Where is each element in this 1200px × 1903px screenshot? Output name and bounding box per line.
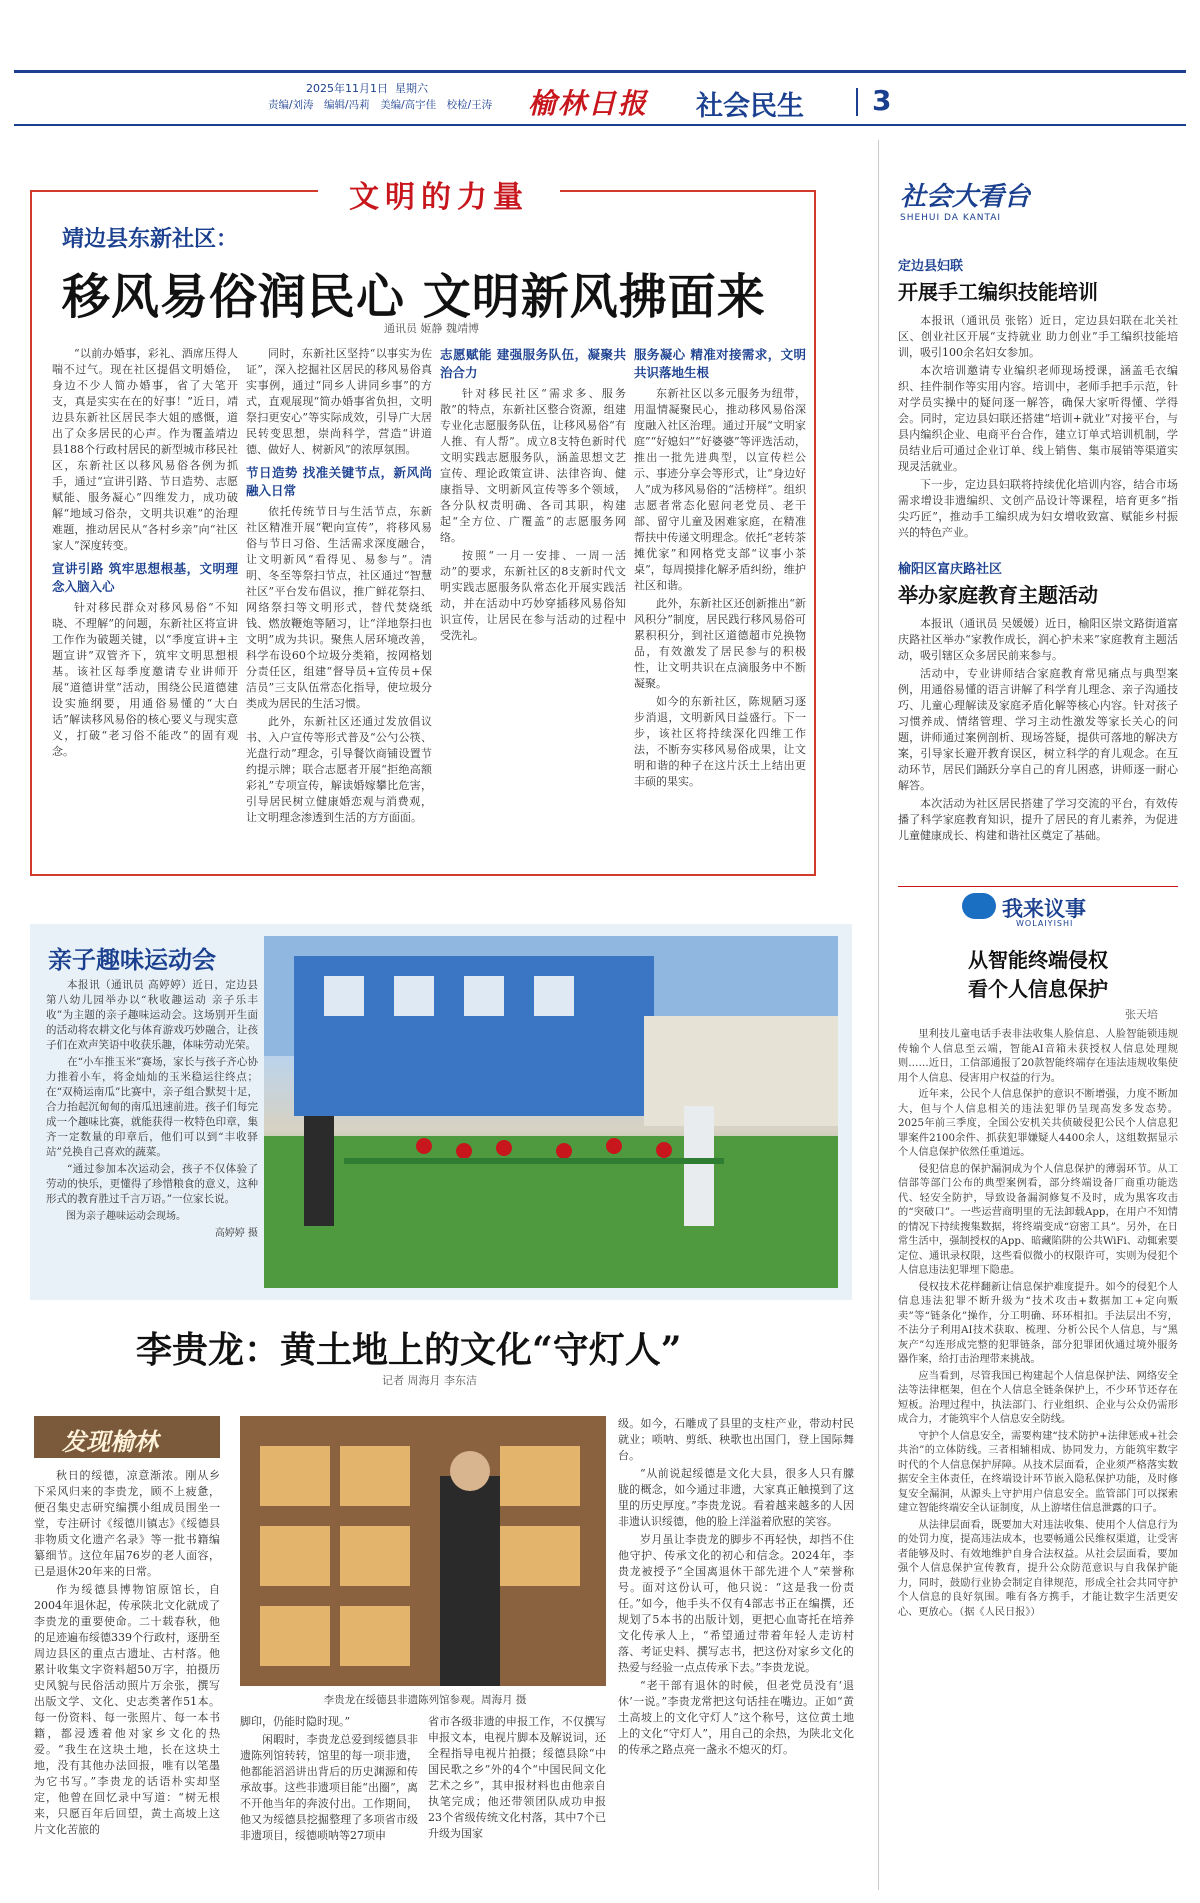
feature-banner	[318, 172, 560, 215]
feature-kicker: 靖边县东新社区：	[62, 226, 239, 252]
paragraph: 东新社区以多元服务为纽带，用温情凝聚民心，推动移风易俗深度融入社区治理。通过开展“文明家庭”“好媳妇”“好婆婆”等评选活动，推出一批先进典型，以宣传栏公示、事迹分享会等形式，让“身边好人”成为移风易俗的“活榜样”。组织志愿者常态化慰问老党员、老干部、留守儿童及困难家庭，在精准帮扶中传递文明理念。依托“老转茶摊优家”和网格党支部“议事小茶桌”，每周摸排化解矛盾纠纷，维护社区和谐。	[634, 387, 806, 592]
profile-column-4	[618, 1416, 854, 1760]
paragraph: 近年来，公民个人信息保护的意识不断增强，力度不断加大，但与个人信息相关的违法犯罪仍呈现高发多发态势。2025年前三季度，全国公安机关共侦破侵犯公民个人信息犯罪案件2100余件、抓获犯罪嫌疑人4400余人，这组数据显示个人信息保护依然任重道远。	[898, 1089, 1178, 1158]
sports-photo	[264, 936, 838, 1288]
paragraph: “从前说起绥德是文化大县，很多人只有朦胧的概念，如今通过非遗，大家真正触摸到了这里的历史厚度。”李贵龙说。看着越来越多的人因非遗认识绥德，他的脸上洋溢着欣慰的笑容。	[618, 1467, 854, 1528]
paragraph: 此外，东新社区还创新推出“新风积分”制度，居民践行移风易俗可累积积分，到社区道德超市兑换物品，有效激发了居民参与的积极性，让文明共识在点滴服务中不断凝聚。	[634, 597, 806, 690]
opinion-column-logo	[898, 886, 1178, 932]
feature-headline: 移风易俗润民心 文明新风拂面来	[62, 269, 766, 325]
paragraph: 同时，东新社区坚持“以事实为佐证”，深入挖掘社区居民的移风易俗真实事例，通过“同乡人讲同乡事”的方式，直观展现“简办婚事省负担，文明祭扫更安心”等实际成效，引导广大居民转变思想，崇尚科学，营造“讲道德、做好人、树新风”的浓厚氛围。	[246, 347, 432, 456]
paragraph: 如今的东新社区，陈规陋习逐步消退，文明新风日益盛行。下一步，该社区将持续深化四维工作法，不断夯实移风易俗成果，让文明和谐的种子在这片沃土上结出更丰硕的果实。	[634, 695, 806, 788]
paragraph: 侵权技术花样翻新让信息保护难度提升。如今的侵犯个人信息违法犯罪不断升级为“技术攻击+数据加工+定向贩卖”等“链条化”操作，分工明确、环环相扣。手法层出不穷，不法分子利用AI技术获取、梳理、分析公民个人信息，与“黑灰产”勾连形成完整的犯罪链条，部分犯罪团伙通过境外服务器作案，给打击治理带来挑战。	[898, 1281, 1178, 1365]
profile-byline: 记者 周海月 李东洁	[382, 1374, 477, 1387]
story-title: 开展手工编织技能培训	[898, 280, 1098, 304]
sports-title: 亲子趣味运动会	[48, 946, 216, 974]
header-editors: 责编/刘涛 编辑/冯莉 美编/高宇佳 校检/王涛	[268, 99, 493, 111]
paragraph: 闲暇时，李贵龙总爱到绥德县非遗陈列馆转转，馆里的每一项非遗，他都能滔滔讲出背后的历史渊源和传承故事。这些非遗项目能“出圈”，离不开他当年的奔波付出。工作期间，他又为绥德县挖掘整理了多项省市级非遗项目，绥德唢呐等27项申	[240, 1733, 418, 1842]
sidebar-divider	[878, 140, 879, 1890]
profile-photo-image	[240, 1416, 606, 1686]
paragraph: 岁月虽让李贵龙的脚步不再轻快，却挡不住他守护、传承文化的初心和信念。2024年，李贵龙被授予“全国离退休干部先进个人”荣誉称号。面对这份认可，他只说：“这是我一份责任。”如今，他手头不仅有4部志书正在编撰，还规划了5本书的出版计划，更把心血寄托在培养文化传承人上，“希望通过带着年轻人走访村落、考证史料、撰写志书，把这份对家乡文化的热爱与经验一点点传承下去。”李贵龙说。	[618, 1533, 854, 1674]
subhead: 服务凝心 精准对接需求，文明共识落地生根	[634, 347, 806, 380]
paragraph: 级。如今，石雕成了县里的支柱产业，带动村民就业；唢呐、剪纸、秧歌也出国门，登上国际舞台。	[618, 1417, 854, 1462]
paragraph: 按照“一月一安排、一周一活动”的要求，东新社区的8支新时代文明实践志愿服务队常态化开展实践活动，并在活动中巧妙穿插移风易俗知识宣传，让居民在参与活动的过程中受洗礼。	[440, 549, 626, 642]
paragraph: 依托传统节日与生活节点，东新社区精准开展“靶向宣传”，将移风易俗与节日习俗、生活需求深度融合，让文明新风“看得见、易参与”。清明、冬至等祭扫节点，社区通过“智慧社区”平台发布倡议，推广鲜花祭扫、网络祭扫等文明形式，替代焚烧纸钱、燃放鞭炮等陋习，让“洋地祭扫也文明”成为共识。聚焦人居环境改善，科学布设60个垃圾分类箱，按网格划分责任区，组建“督导员+宣传员+保洁员”三支队伍常态化指导，使垃圾分类成为居民的生活习惯。	[246, 505, 432, 710]
chat-bubble-icon	[962, 893, 996, 919]
paragraph: 脚印，仍能时隐时现。”	[240, 1715, 351, 1728]
sidebar-column-logo	[900, 176, 1100, 223]
column-subtitle: SHEHUI DA KANTAI	[900, 213, 1002, 223]
section-title: 社会民生	[696, 91, 804, 122]
profile-photo-caption: 李贵龙在绥德县非遗陈列馆参观。周海月 摄	[323, 1694, 527, 1706]
opinion-title-2: 看个人信息保护	[968, 977, 1108, 1001]
paragraph: 作为绥德县博物馆原馆长，自2004年退休起，传承陕北文化就成了李贵龙的重要使命。二十载春秋，他的足迹遍布绥德339个行政村，逐册至周边县区的重点古遗址、古村落。他累计收集文字资料超50万字，拍摄历史风貌与民俗活动照片万余张，撰写出版文学、文化、史志类著作51本。每一份资料、每一张照片、每一本书籍，都浸透着他对家乡文化的热爱。“我生在这块土地，长在这块土地，没有其他办法回报，唯有以笔墨为它书写。”李贵龙的话语朴实却坚定，他曾在回忆录中写道：“树无根来，只愿百年后回望，黄土高坡上这片文化苦旅的	[34, 1583, 220, 1836]
paragraph: 针对移民社区“需求多、服务散”的特点，东新社区整合资源，组建专业化志愿服务队伍，让移风易俗“有人推、有人帮”。成立8支特色新时代文明实践志愿服务队，涵盖思想文艺宣传、理论政策宣讲、法律咨询、健康指导、文明新风宣传等多个领域，各分队权责明确、各司其职，构建起“全方位、广覆盖”的志愿服务网络。	[440, 387, 626, 544]
profile-column-1	[34, 1468, 220, 1840]
profile-headline: 李贵龙：黄土地上的文化“守灯人”	[136, 1329, 682, 1371]
photographer: 高婷婷 摄	[214, 1228, 258, 1239]
column2-subtitle: WOLAIYISHI	[1016, 919, 1074, 928]
subhead: 志愿赋能 建强服务队伍，凝聚共治合力	[440, 347, 626, 380]
paragraph: 在“小车推玉米”赛场，家长与孩子齐心协力推着小车，将金灿灿的玉米稳运往终点；在“双椅运南瓜”比赛中，亲子组合默契十足，合力抬起沉甸甸的南瓜迅速前进。孩子们每完成一个趣味比赛，就能获得一枚特色印章，集齐一定数量的印章后，他们可以到“丰收驿站”兑换自己喜欢的蔬菜。	[46, 1056, 258, 1158]
paper-logo: 榆林日报	[528, 87, 649, 120]
subhead: 宣讲引路 筑牢思想根基，文明理念入脑入心	[52, 561, 238, 594]
paragraph: 省市各级非遗的申报工作，不仅撰写申报文本，电视片脚本及解说词，还全程指导电视片拍摄；绥德县除“中国民歌之乡”外的4个“中国民间文化艺术之乡”，其申报材料也由他亲自执笔完成；他还带领团队成功申报23个省级传统文化村落，其中7个已升级为国家	[428, 1715, 606, 1840]
paragraph: 活动中，专业讲师结合家庭教育常见痛点与典型案例，用通俗易懂的语言讲解了科学育儿理念、亲子沟通技巧、儿童心理解读及家庭矛盾化解等核心内容。针对孩子习惯养成、情绪管理、学习主动性激发等家长关心的问题，讲师通过案例剖析、现场答疑，提供可落地的解决方案，引导家长避开教育误区，树立科学的育儿观念。在互动环节，居民们踊跃分享自己的育儿困惑，讲师逐一耐心解答。	[898, 667, 1178, 792]
sidebar-story-2	[898, 558, 1178, 846]
column-title: 社会大看台	[900, 182, 1031, 212]
paragraph: 本报讯（通讯员 张铭）近日，定边县妇联在北关社区、创业社区开展“支持就业 助力创业”手工编织技能培训，吸引100余名妇女参加。	[898, 314, 1178, 359]
paragraph: 从法律层面看，既要加大对违法收集、使用个人信息行为的处罚力度，提高违法成本，也要畅通公民维权渠道，让受害者能够及时、有效地维护自身合法权益。从社会层面看，要加强个人信息保护宣传教育，提升公众防范意识与自我保护能力，同时，鼓励行业协会制定自律规范，形成全社会共同守护个人信息的良好氛围。唯有各方携手，才能让数字生活更安心、更放心。（据《人民日报》）	[898, 1519, 1178, 1618]
photo-caption: 图为亲子趣味运动会现场。	[66, 1211, 186, 1222]
paragraph: “以前办婚事，彩礼、酒席压得人喘不过气。现在社区提倡文明婚俭，身边不少人简办婚事，省了大笔开支，真是实实在在的好事！”近日，靖边县东新社区居民李大姐的感慨，道出了众多居民的心声。作为覆盖靖边县188个行政村居民的新型城市移民社区，东新社区以移风易俗各例为抓手，通过“宣讲引路、节日造势、志愿赋能、服务凝心”四维发力，成功破解“地域习俗杂，文明共识难”的治理难题，推动居民从“各村乡亲”向“社区家人”深度转变。	[52, 347, 238, 552]
feature-column-1	[52, 346, 238, 762]
header-date: 2025年11月1日 星期六	[306, 82, 428, 95]
column-label-box	[34, 1416, 220, 1458]
story-kicker: 定边县妇联	[898, 259, 964, 274]
paragraph: 本次培训邀请专业编织老师现场授课，涵盖毛衣编织、挂件制作等实用内容。培训中，老师手把手示范，针对学员实操中的疑问逐一解答，确保大家听得懂、学得会。同时，定边县妇联还搭建“培训+就业”对接平台，与县内编织企业、电商平台合作，建立订单式培训机制，学员结业后可通过企业订单、线上销售、集市展销等渠道实现灵活就业。	[898, 364, 1178, 473]
paragraph: 下一步，定边县妇联将持续优化培训内容，结合市场需求增设非遗编织、文创产品设计等课程，培育更多“指尖巧匠”，推动手工编织成为妇女增收致富、赋能乡村振兴的特色产业。	[898, 478, 1178, 539]
header-top-rule	[14, 70, 1186, 73]
paragraph: “老干部有退休的时候，但老党员没有‘退休’一说。”李贵龙常把这句话挂在嘴边。正如“黄土高坡上的文化守灯人”这个称号，这位黄土地上的文化“守灯人”，用自己的余热，为陕北文化的传承之路点亮一盏永不熄灭的灯。	[618, 1679, 854, 1756]
header-bottom-rule	[14, 124, 1186, 126]
opinion-author: 张天培	[1125, 1008, 1158, 1021]
story-title: 举办家庭教育主题活动	[898, 583, 1098, 607]
subhead: 节日造势 找准关键节点，新风尚融入日常	[246, 465, 432, 498]
profile-column-3	[428, 1714, 606, 1844]
sidebar-story-1	[898, 255, 1178, 543]
profile-column-2	[240, 1714, 418, 1846]
paragraph: 应当看到，尽管我国已构建起个人信息保护法、网络安全法等法律框架，但在个人信息全链条保护上，不少环节还存在短板。治理过程中，执法部门、行业组织、企业与公众仍需形成合力，才能筑牢个人信息安全防线。	[898, 1370, 1178, 1425]
paragraph: “通过参加本次运动会，孩子不仅体验了劳动的快乐，更懂得了珍惜粮食的意义，这种形式的教育胜过千言万语。”一位家长说。	[46, 1163, 258, 1205]
feature-byline: 通讯员 姬静 魏靖博	[384, 322, 479, 335]
sports-photo-image	[264, 936, 838, 1288]
paragraph: 里利技儿童电话手表非法收集人脸信息、人脸智能锁违规传输个人信息至云端，智能AI音箱未获授权人信息处理规则……近日，工信部通报了20款智能终端存在违法违规收集使用个人信息、侵害用户权益的行为。	[898, 1029, 1178, 1084]
header-divider	[856, 88, 858, 116]
paragraph: 秋日的绥德，凉意渐浓。刚从乡下采风归来的李贵龙，顾不上疲惫，便召集史志研究编撰小组成员围坐一堂，专注研讨《绥德川镇志》《绥德县非物质文化遗产名录》等一批书籍编纂细节。这位年届76岁的老人面容，已是退休20年来的日常。	[34, 1469, 220, 1578]
column-label: 发现榆林	[62, 1427, 158, 1456]
page-number: 3	[872, 84, 892, 117]
paragraph: 侵犯信息的保护漏洞成为个人信息保护的薄弱环节。从工信部等部门公布的典型案例看，部分终端设备厂商重功能迭代、轻安全防护，导致设备漏洞修复不及时，成为黑客攻击的“突破口”。一些运营商明里的无法卸载App，在用户不知情的情况下持续搜集数据，将终端变成“窃密工具”。另外，在日常生活中，强制授权的App、暗藏陷阱的公共WiFi、动辄索要定位、通讯录权限，这些看似微小的权限许可，实则为侵犯个人信息违法犯罪埋下隐患。	[898, 1163, 1178, 1276]
paragraph: 此外，东新社区还通过发放倡议书、入户宣传等形式普及“公勺公筷、光盘行动”理念，引导餐饮商铺设置节约提示牌；联合志愿者开展“拒绝高额彩礼”专项宣传，解读婚嫁攀比危害，引导居民树立健康婚恋观与消费观，让文明理念渗透到生活的方方面面。	[246, 715, 432, 824]
profile-photo	[240, 1416, 606, 1686]
paragraph: 本报讯（通讯员 高婷婷）近日，定边县第八幼儿园举办以“秋收趣运动 亲子乐丰收”为主题的亲子趣味运动会。这场别开生面的活动将农耕文化与体育游戏巧妙融合，让孩子们在欢声笑语中收获乐趣，体味劳动光荣。	[46, 979, 258, 1051]
opinion-title-1: 从智能终端侵权	[968, 948, 1108, 972]
sports-text	[46, 978, 258, 1241]
story-kicker: 榆阳区富庆路社区	[898, 562, 1003, 577]
opinion-article	[898, 944, 1178, 1622]
paragraph: 本次活动为社区居民搭建了学习交流的平台，有效传播了科学家庭教育知识，提升了居民的育儿素养，为促进儿童健康成长、构建和谐社区奠定了基础。	[898, 797, 1178, 842]
feature-column-2	[246, 346, 432, 828]
feature-banner-text: 文明的力量	[349, 180, 529, 215]
paragraph: 本报讯（通讯员 吴媛媛）近日，榆阳区崇文路街道富庆路社区举办“家教作成长，润心护未来”家庭教育主题活动，吸引辖区众多居民前来参与。	[898, 617, 1178, 662]
paragraph: 守护个人信息安全，需要构建“技术防护+法律惩戒+社会共治”的立体防线。三者相辅相成、协同发力，方能筑牢数字时代的个人信息保护屏障。从技术层面看，企业须严格落实数据安全主体责任，在终端设计环节嵌入隐私保护功能，及时修复安全漏洞，从源头上守护用户信息安全。监管部门可以探索建立智能终端安全认证制度，从上游堵住信息泄露的口子。	[898, 1430, 1178, 1514]
paragraph: 针对移民群众对移风易俗“不知晓、不理解”的问题，东新社区将宣讲工作作为破题关键，以“季度宣讲+主题宣讲”双管齐下，筑牢文明思想根基。该社区每季度邀请专业讲师开展“道德讲堂”活动，围绕公民道德建设实施纲要，用通俗易懂的“大白话”解读移风易俗的核心要义与现实意义，打破“老习俗不能改”的固有观念。	[52, 601, 238, 758]
column2-title: 我来议事	[1002, 897, 1086, 921]
feature-column-3	[440, 346, 626, 646]
feature-column-4	[634, 346, 806, 792]
